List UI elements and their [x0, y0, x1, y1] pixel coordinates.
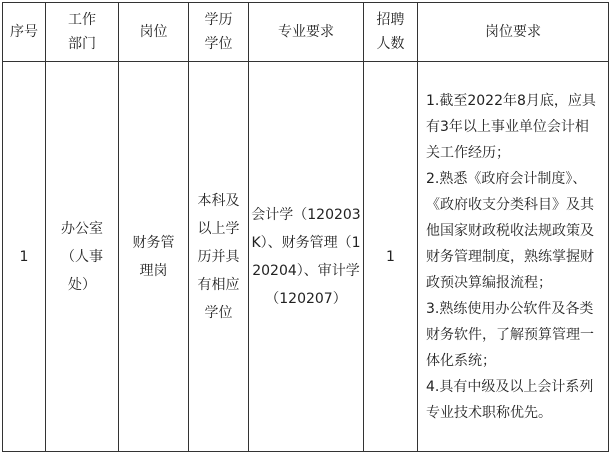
requirement-item: 4.具有中级及以上会计系列专业技术职称优先。 [426, 378, 594, 421]
table-row [3, 62, 609, 452]
cell-position: 财务管理岗 [119, 62, 189, 452]
cell-count: 1 [364, 62, 418, 452]
job-table [2, 2, 609, 452]
header-position: 岗位 [119, 3, 189, 62]
requirement-item: 3.熟练使用办公软件及各类财务软件，了解预算管理一体化系统； [426, 300, 594, 369]
requirement-item: 2.熟悉《政府会计制度》、《政府收支分类科目》及其他国家财政税收法规政策及财务管理制度，熟练掌握财政预决算编报流程； [426, 170, 594, 291]
cell-major: 会计学（120203K）、财务管理（120204）、审计学（120207） [249, 62, 364, 452]
header-row [3, 3, 609, 62]
header-dept: 工作部门 [46, 3, 119, 62]
header-education: 学历学位 [189, 3, 249, 62]
header-requirements: 岗位要求 [418, 3, 609, 62]
header-seq: 序号 [3, 3, 46, 62]
cell-dept: 办公室（人事处） [46, 62, 119, 452]
requirement-item: 1.截至2022年8月底，应具有3年以上事业单位会计相关工作经历； [426, 92, 596, 161]
cell-seq: 1 [3, 62, 46, 452]
header-major: 专业要求 [249, 3, 364, 62]
header-count: 招聘人数 [364, 3, 418, 62]
cell-education: 本科及以上学历并具有相应学位 [189, 62, 249, 452]
cell-requirements [418, 62, 609, 452]
